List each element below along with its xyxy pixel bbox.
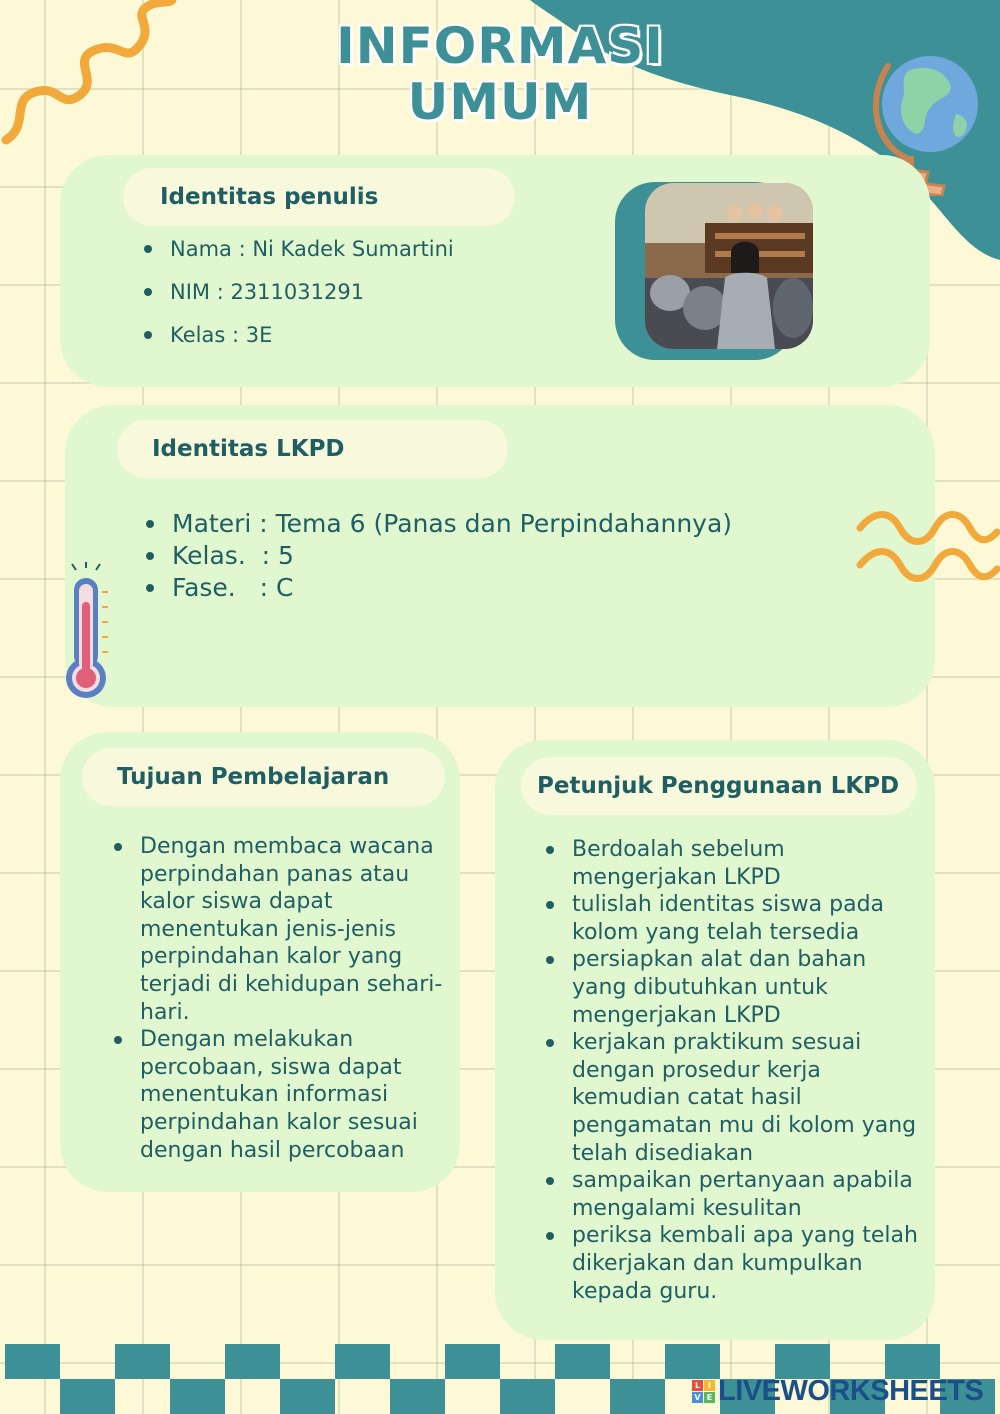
logo-letter-e: E — [704, 1392, 715, 1403]
petunjuk-item-2: tulislah identitas siswa pada kolom yang telah tersedia — [542, 891, 926, 946]
identitas-penulis-heading — [123, 168, 515, 226]
petunjuk-item-1: Berdoalah sebelum mengerjakan LKPD — [542, 836, 926, 891]
petunjuk-item-4: kerjakan praktikum sesuai dengan prosedur kerja kemudian catat hasil pengamatan mu di kolom yang telah disediakan — [542, 1029, 926, 1167]
tujuan-pembelajaran-list — [110, 833, 445, 1164]
identitas-lkpd-heading-text: Identitas LKPD — [152, 436, 345, 462]
orange-squiggle-decoration — [0, 0, 190, 150]
petunjuk-item-5: sampaikan pertanyaan apabila mengalami kesulitan — [542, 1167, 926, 1222]
lkpd-kelas: Kelas. : 5 — [142, 540, 842, 572]
penulis-nim: NIM : 2311031291 — [140, 271, 580, 314]
identitas-lkpd-heading — [117, 420, 508, 478]
orange-wave-decoration — [855, 510, 1000, 588]
logo-letter-v: V — [692, 1392, 703, 1403]
penulis-nama: Nama : Ni Kadek Sumartini — [140, 228, 580, 271]
title-line-2: UMUM — [407, 73, 593, 131]
page-title — [300, 18, 700, 130]
tujuan-pembelajaran-heading — [82, 748, 445, 806]
petunjuk-penggunaan-list — [542, 836, 926, 1305]
logo-letter-l: L — [692, 1380, 703, 1391]
title-line-1: INFORMASI — [336, 17, 664, 75]
tujuan-pembelajaran-heading-text: Tujuan Pembelajaran — [117, 764, 390, 790]
identitas-penulis-list — [140, 228, 580, 357]
petunjuk-penggunaan-heading — [521, 757, 917, 815]
identitas-lkpd-list — [142, 508, 842, 604]
petunjuk-penggunaan-heading-text: Petunjuk Penggunaan LKPD — [537, 773, 900, 799]
liveworksheets-watermark — [692, 1374, 992, 1408]
identitas-penulis-heading-text: Identitas penulis — [160, 184, 379, 210]
watermark-text: LIVEWORKSHEETS — [718, 1374, 984, 1407]
petunjuk-item-6: periksa kembali apa yang telah dikerjakan dan kumpulkan kepada guru. — [542, 1222, 926, 1305]
petunjuk-item-3: persiapkan alat dan bahan yang dibutuhkan untuk mengerjakan LKPD — [542, 946, 926, 1029]
thermometer-icon — [60, 562, 112, 704]
author-photo — [645, 183, 813, 349]
tujuan-item-1: Dengan membaca wacana perpindahan panas atau kalor siswa dapat menentukan jenis-jenis perpindahan kalor yang terjadi di kehidupan sehari-hari. — [110, 833, 445, 1026]
liveworksheets-logo — [692, 1380, 715, 1403]
lkpd-materi: Materi : Tema 6 (Panas dan Perpindahannya) — [142, 508, 842, 540]
logo-letter-i: I — [704, 1380, 715, 1391]
lkpd-fase: Fase. : C — [142, 572, 842, 604]
tujuan-item-2: Dengan melakukan percobaan, siswa dapat menentukan informasi perpindahan kalor sesuai dengan hasil percobaan — [110, 1026, 445, 1164]
penulis-kelas: Kelas : 3E — [140, 314, 580, 357]
